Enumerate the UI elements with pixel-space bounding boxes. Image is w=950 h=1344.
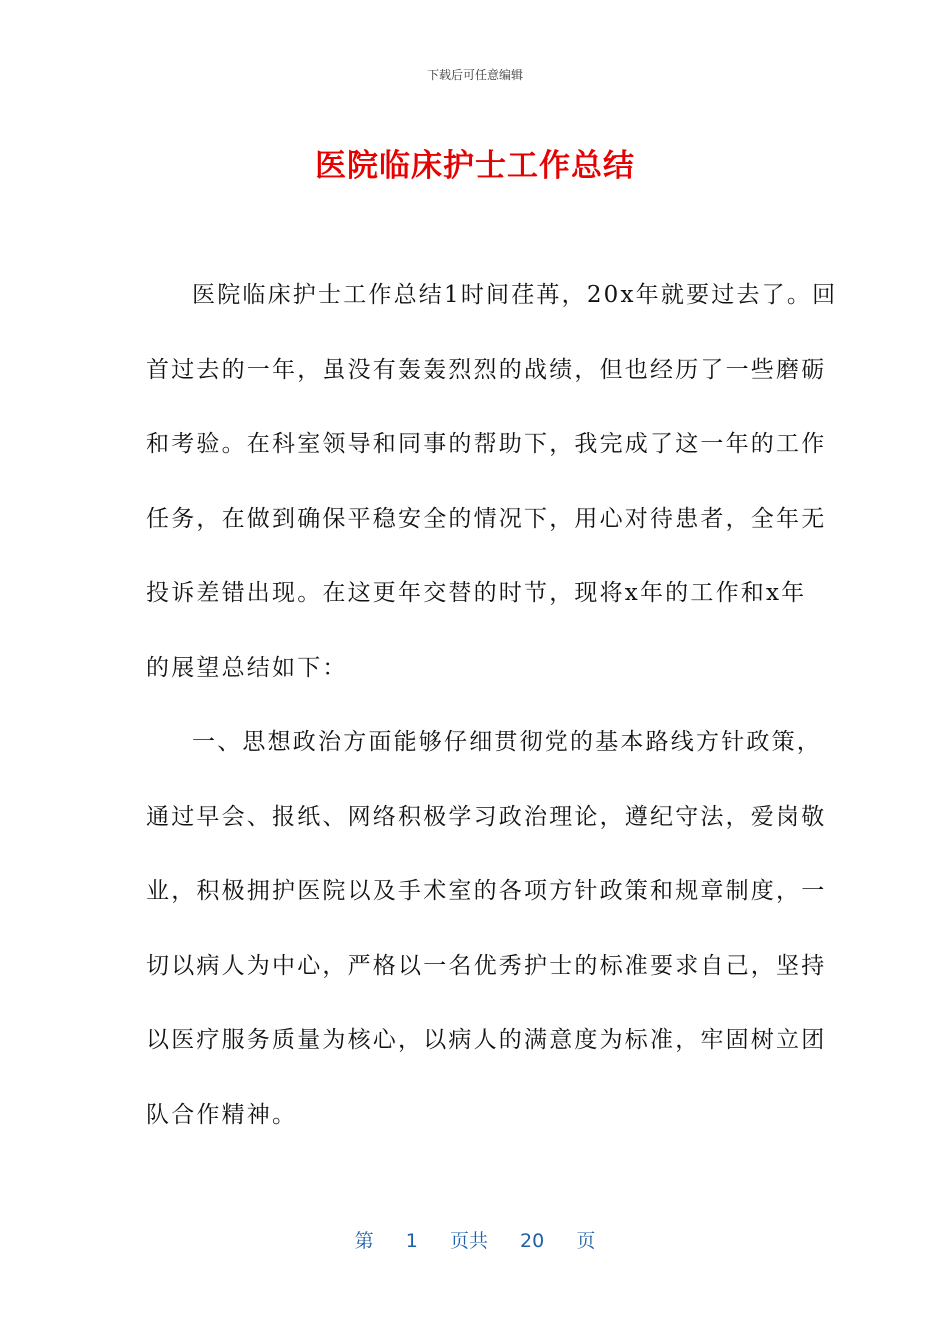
body-line: 业，积极拥护医院以及手术室的各项方针政策和规章制度，一	[146, 878, 827, 904]
body-line: 任务，在做到确保平稳安全的情况下，用心对待患者，全年无	[146, 505, 827, 532]
body-line: 首过去的一年，虽没有轰轰烈烈的战绩，但也经历了一些磨砺	[146, 356, 827, 383]
footer-middle: 页共	[449, 1230, 488, 1252]
body-line: 通过早会、报纸、网络积极学习政治理论，遵纪守法，爱岗敬	[146, 803, 827, 830]
body-line: 的展望总结如下：	[146, 654, 348, 681]
body-line: 以医疗服务质量为核心，以病人的满意度为标准，牢固树立团	[146, 1027, 827, 1053]
footer-current-page: 1	[405, 1230, 418, 1252]
page-footer	[0, 1226, 950, 1253]
header-note: 下载后可任意编辑	[426, 68, 523, 82]
body-line: 队合作精神。	[146, 1101, 298, 1128]
footer-prefix: 第	[354, 1230, 374, 1252]
body-line: 医院临床护士工作总结1时间荏苒，20x年就要过去了。回	[192, 282, 838, 308]
body-line: 投诉差错出现。在这更年交替的时节，现将x年的工作和x年	[146, 580, 807, 606]
document-title: 医院临床护士工作总结	[315, 148, 635, 184]
footer-total-pages: 20	[520, 1230, 545, 1252]
footer-suffix: 页	[576, 1230, 596, 1252]
body-line: 一、思想政治方面能够仔细贯彻党的基本路线方针政策，	[192, 729, 822, 755]
body-line: 和考验。在科室领导和同事的帮助下，我完成了这一年的工作	[146, 431, 827, 457]
document-body	[146, 258, 838, 1152]
body-line: 切以病人为中心，严格以一名优秀护士的标准要求自己，坚持	[146, 952, 827, 979]
